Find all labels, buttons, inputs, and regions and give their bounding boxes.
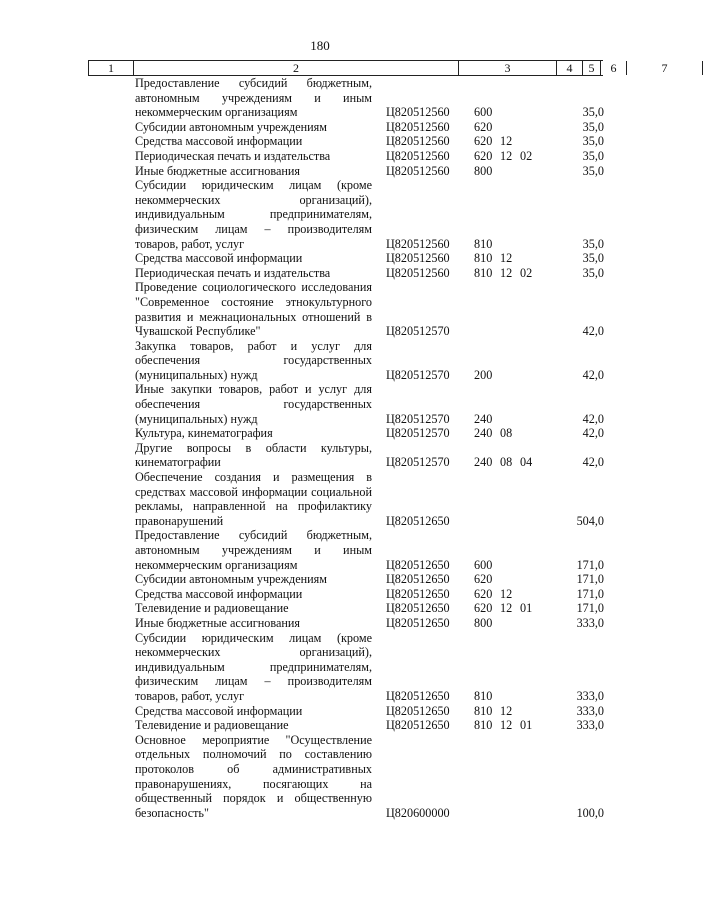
page-number: 180 <box>310 38 330 53</box>
row-amount: 35,0 <box>582 105 604 120</box>
row-subsection: 01 <box>520 718 533 733</box>
row-subsection: 04 <box>520 455 533 470</box>
header-col-5: 5 <box>582 61 600 75</box>
table-row <box>0 616 640 631</box>
row-name: Телевидение и радиовещание <box>135 718 289 733</box>
row-name: Закупка товаров, работ и услуг для обеспечения государственных (муниципальных) нужд <box>135 338 372 382</box>
row-expense-type: 620 <box>474 586 493 601</box>
row-name: Субсидии юридическим лицам (кроме некоммерческих организаций), индивидуальным предпринимателям, физическим лицам – производителям товаров, работ, услуг <box>135 178 372 251</box>
table-row <box>0 76 640 120</box>
row-expense-type: 620 <box>474 119 493 134</box>
row-code: Ц820512560 <box>386 105 450 120</box>
table-row <box>0 572 640 587</box>
table-row <box>0 382 640 426</box>
row-name: Иные бюджетные ассигнования <box>135 163 301 178</box>
row-amount: 333,0 <box>576 688 604 703</box>
row-amount: 42,0 <box>582 411 604 426</box>
row-name: Периодическая печать и издательства <box>135 148 331 163</box>
header-col-3: 3 <box>458 61 556 75</box>
row-name: Предоставление субсидий бюджетным, автономным учреждениям и иным некоммерческим организациям <box>135 528 372 572</box>
row-code: Ц820512650 <box>386 513 450 528</box>
row-section: 12 <box>500 703 513 718</box>
table-header <box>88 60 668 76</box>
row-code: Ц820512570 <box>386 455 450 470</box>
row-code: Ц820512570 <box>386 324 450 339</box>
row-subsection: 01 <box>520 601 533 616</box>
row-expense-type: 620 <box>474 134 493 149</box>
row-amount: 171,0 <box>576 557 604 572</box>
row-name: Проведение социологического исследования "Современное состояние этнокультурного развития и межнациональных отношений в Чувашской Республике" <box>135 280 372 339</box>
table-row <box>0 601 640 616</box>
table-row <box>0 631 640 704</box>
row-code: Ц820512560 <box>386 134 450 149</box>
row-name: Иные бюджетные ассигнования <box>135 615 301 630</box>
table-row <box>0 120 640 135</box>
row-code: Ц820512650 <box>386 615 450 630</box>
row-amount: 171,0 <box>576 586 604 601</box>
header-col-2: 2 <box>133 61 458 75</box>
row-amount: 171,0 <box>576 601 604 616</box>
row-expense-type: 810 <box>474 718 493 733</box>
row-name: Средства массовой информации <box>135 251 303 266</box>
row-code: Ц820512570 <box>386 411 450 426</box>
row-name: Основное мероприятие "Осуществление отдельных полномочий по составлению протоколов об административных правонарушениях, посягающих на общественный порядок и общественную безопасность" <box>135 732 372 820</box>
row-name: Предоставление субсидий бюджетным, автономным учреждениям и иным некоммерческим организациям <box>135 76 372 120</box>
row-section: 12 <box>500 718 513 733</box>
row-section: 12 <box>500 251 513 266</box>
table-row <box>0 266 640 281</box>
table-row <box>0 280 640 338</box>
row-amount: 42,0 <box>582 455 604 470</box>
table-row <box>0 704 640 719</box>
row-amount: 42,0 <box>582 426 604 441</box>
row-expense-type: 800 <box>474 615 493 630</box>
row-name: Периодическая печать и издательства <box>135 265 331 280</box>
row-section: 12 <box>500 148 513 163</box>
row-code: Ц820512560 <box>386 119 450 134</box>
table-row <box>0 441 640 470</box>
row-code: Ц820512560 <box>386 236 450 251</box>
row-expense-type: 810 <box>474 265 493 280</box>
table-row <box>0 528 640 572</box>
row-section: 12 <box>500 134 513 149</box>
row-amount: 35,0 <box>582 148 604 163</box>
table-row <box>0 470 640 528</box>
row-name: Субсидии юридическим лицам (кроме некоммерческих организаций), индивидуальным предпринимателям, физическим лицам – производителям товаров, работ, услуг <box>135 630 372 703</box>
row-expense-type: 200 <box>474 367 493 382</box>
row-name: Средства массовой информации <box>135 586 303 601</box>
row-code: Ц820512650 <box>386 688 450 703</box>
row-code: Ц820512560 <box>386 265 450 280</box>
row-amount: 504,0 <box>576 513 604 528</box>
row-section: 08 <box>500 455 513 470</box>
row-amount: 35,0 <box>582 236 604 251</box>
row-expense-type: 620 <box>474 148 493 163</box>
row-name: Иные закупки товаров, работ и услуг для обеспечения государственных (муниципальных) нужд <box>135 382 372 426</box>
row-code: Ц820600000 <box>386 805 450 820</box>
row-subsection: 02 <box>520 265 533 280</box>
row-name: Обеспечение создания и размещения в средствах массовой информации социальной рекламы, направленной на профилактику правонарушений <box>135 470 372 528</box>
header-col-6: 6 <box>600 61 626 75</box>
row-name: Субсидии автономным учреждениям <box>135 119 327 134</box>
row-expense-type: 240 <box>474 426 493 441</box>
row-amount: 35,0 <box>582 251 604 266</box>
table-row <box>0 718 640 733</box>
row-code: Ц820512650 <box>386 557 450 572</box>
row-amount: 35,0 <box>582 163 604 178</box>
row-code: Ц820512560 <box>386 251 450 266</box>
row-expense-type: 600 <box>474 105 493 120</box>
row-expense-type: 800 <box>474 163 493 178</box>
row-amount: 42,0 <box>582 324 604 339</box>
row-code: Ц820512650 <box>386 586 450 601</box>
row-expense-type: 620 <box>474 601 493 616</box>
row-code: Ц820512560 <box>386 148 450 163</box>
row-code: Ц820512570 <box>386 367 450 382</box>
row-expense-type: 810 <box>474 251 493 266</box>
row-subsection: 02 <box>520 148 533 163</box>
row-amount: 333,0 <box>576 718 604 733</box>
row-code: Ц820512650 <box>386 572 450 587</box>
row-amount: 42,0 <box>582 367 604 382</box>
table-row <box>0 587 640 602</box>
row-amount: 333,0 <box>576 615 604 630</box>
table-row <box>0 164 640 179</box>
header-col-4: 4 <box>556 61 582 75</box>
row-expense-type: 810 <box>474 703 493 718</box>
row-section: 12 <box>500 265 513 280</box>
row-amount: 35,0 <box>582 265 604 280</box>
row-amount: 171,0 <box>576 572 604 587</box>
row-name: Другие вопросы в области культуры, кинематографии <box>135 440 372 470</box>
table-row <box>0 251 640 266</box>
row-name: Средства массовой информации <box>135 134 303 149</box>
row-expense-type: 240 <box>474 455 493 470</box>
row-code: Ц820512650 <box>386 718 450 733</box>
table-row <box>0 134 640 149</box>
table-row <box>0 339 640 383</box>
row-expense-type: 240 <box>474 411 493 426</box>
row-name: Культура, кинематография <box>135 426 273 441</box>
row-code: Ц820512570 <box>386 426 450 441</box>
row-amount: 35,0 <box>582 119 604 134</box>
table-row <box>0 426 640 441</box>
row-code: Ц820512560 <box>386 163 450 178</box>
row-amount: 100,0 <box>576 805 604 820</box>
budget-table-body <box>0 76 640 820</box>
table-row <box>0 733 640 821</box>
row-amount: 35,0 <box>582 134 604 149</box>
row-name: Субсидии автономным учреждениям <box>135 572 327 587</box>
row-expense-type: 810 <box>474 236 493 251</box>
row-section: 12 <box>500 586 513 601</box>
row-expense-type: 600 <box>474 557 493 572</box>
row-expense-type: 810 <box>474 688 493 703</box>
row-section: 12 <box>500 601 513 616</box>
row-section: 08 <box>500 426 513 441</box>
row-amount: 333,0 <box>576 703 604 718</box>
row-expense-type: 620 <box>474 572 493 587</box>
row-name: Телевидение и радиовещание <box>135 601 289 616</box>
row-code: Ц820512650 <box>386 601 450 616</box>
table-row <box>0 178 640 251</box>
header-col-7: 7 <box>626 61 703 75</box>
table-row <box>0 149 640 164</box>
row-name: Средства массовой информации <box>135 703 303 718</box>
row-code: Ц820512650 <box>386 703 450 718</box>
header-col-1: 1 <box>88 61 133 75</box>
